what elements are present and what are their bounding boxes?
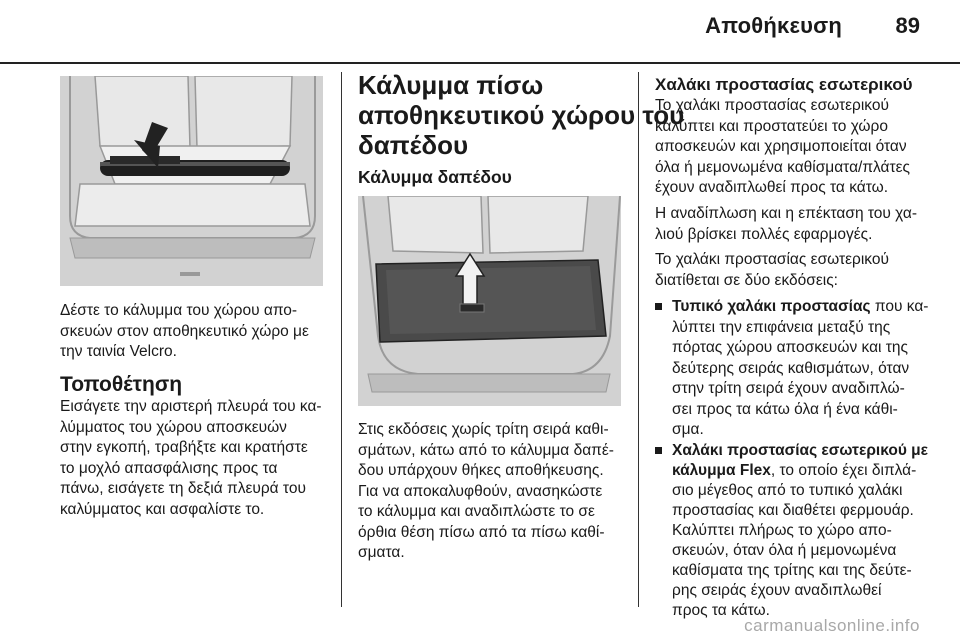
floor-text-line-4: Για να αποκαλυφθούν, ανασηκώστε	[358, 482, 603, 500]
floor-text-line-1: Στις εκδόσεις χωρίς τρίτη σειρά καθι-	[358, 421, 609, 438]
mat-heading: Χαλάκι προστασίας εσωτερικού	[655, 75, 913, 94]
floor-text-line-6: όρθια θέση πίσω από τα πίσω καθί-	[358, 523, 605, 541]
bullet-square-icon	[655, 447, 662, 454]
bullet2-line-9: προς τα κάτω.	[672, 602, 770, 619]
column-divider-2	[638, 72, 639, 607]
section-title: Αποθήκευση	[705, 13, 842, 38]
bullet2-line-4: προστασίας και διαθέτει φερμουάρ.	[672, 502, 914, 519]
installation-heading: Τοποθέτηση	[60, 373, 183, 396]
bullet-standard-mat	[672, 297, 928, 318]
bullet2-line-2	[672, 461, 916, 482]
mat-p3-line-1: Το χαλάκι προστασίας εσωτερικού	[655, 251, 889, 268]
header-rule	[0, 62, 960, 64]
bullet1-line-6: σει προς τα κάτω όλα ή ένα κάθι-	[672, 400, 898, 418]
trunk-illustration	[60, 76, 323, 286]
bullet1-first-rest: που κα-	[870, 298, 929, 315]
floor-cover-illustration	[358, 196, 621, 406]
floor-text-line-7: σματα.	[358, 544, 405, 561]
floor-cover-figure	[358, 196, 621, 406]
installation-line-2: λύμματος του χώρου αποσκευών	[60, 418, 287, 436]
bullet1-line-2: λύπτει την επιφάνεια μεταξύ της	[672, 318, 891, 336]
bullet2-line-6: σκευών, όταν όλα ή μεμονωμένα	[672, 542, 897, 559]
page-number: 89	[895, 13, 920, 38]
page-footer	[0, 608, 960, 642]
mat-p2-line-2: λιού βρίσκει πολλές εφαρμογές.	[655, 225, 873, 243]
installation-line-5: πάνω, εισάγετε τη δεξιά πλευρά του	[60, 480, 306, 497]
chapter-title-line-1: Κάλυμμα πίσω	[358, 70, 544, 100]
caption-line-3: την ταινία Velcro.	[60, 343, 177, 360]
bullet1-bold: Τυπικό χαλάκι προστασίας	[672, 298, 871, 315]
installation-line-6: καλύμματος και ασφαλίστε το.	[60, 500, 265, 518]
mat-p1-line-5: έχουν αναδιπλωθεί προς τα κάτω.	[655, 179, 889, 196]
bullet-square-icon	[655, 303, 662, 310]
page-header	[0, 0, 960, 62]
caption-line-1: Δέστε το κάλυμμα του χώρου απο-	[60, 302, 298, 319]
floor-cover-subheading: Κάλυμμα δαπέδου	[358, 167, 512, 187]
installation-line-1: Εισάγετε την αριστερή πλευρά του κα-	[60, 398, 322, 415]
trunk-cover-stowed-figure	[60, 76, 323, 286]
bullet2-bold-1: Χαλάκι προστασίας εσωτερικού με	[672, 442, 928, 459]
installation-line-4: το μοχλό απασφάλισης προς τα	[60, 459, 278, 477]
bullet2-line-8: ρης σειράς έχουν αναδιπλωθεί	[672, 582, 882, 599]
caption-line-2: σκευών στον αποθηκευτικό χώρο με	[60, 322, 309, 340]
floor-text-line-2: σμάτων, κάτω από το κάλυμμα δαπέ-	[358, 441, 614, 459]
installation-line-3: στην εγκοπή, τραβήξτε και κρατήστε	[60, 439, 308, 456]
mat-p1-line-2: καλύπτει και προστατεύει το χώρο	[655, 117, 888, 135]
bullet2-second-rest: , το οποίο έχει διπλά-	[770, 462, 917, 479]
bullet2-line-5: Καλύπτει πλήρως το χώρο απο-	[672, 522, 892, 539]
bullet1-line-3: πόρτας χώρου αποσκευών και της	[672, 339, 908, 356]
mat-p1-line-3: αποσκευών και χρησιμοποιείται όταν	[655, 138, 907, 155]
mat-p2-line-1: Η αναδίπλωση και η επέκταση του χα-	[655, 205, 918, 222]
mat-p1-line-1: Το χαλάκι προστασίας εσωτερικού	[655, 97, 889, 114]
bullet1-line-4: δεύτερης σειράς καθισμάτων, όταν	[672, 359, 910, 377]
column-divider-1	[341, 72, 342, 607]
bullet1-line-7: σμα.	[672, 421, 704, 438]
watermark-text: carmanualsonline.info	[744, 616, 920, 635]
floor-text-line-3: δου υπάρχουν θήκες αποθήκευσης.	[358, 462, 604, 479]
mat-p3-line-2: διατίθεται σε δύο εκδόσεις:	[655, 271, 838, 289]
bullet2-line-3: σιο μέγεθος από το τυπικό χαλάκι	[672, 482, 903, 499]
bullet1-line-5: στην τρίτη σειρά έχουν αναδιπλώ-	[672, 380, 905, 397]
floor-text-line-5: το κάλυμμα και αναδιπλώστε το σε	[358, 503, 595, 520]
bullet2-bold-2: κάλυμμα Flex	[672, 462, 771, 479]
chapter-title-line-2: αποθηκευτικού χώρου του	[358, 100, 685, 130]
mat-p1-line-4: όλα ή μεμονωμένα καθίσματα/πλάτες	[655, 158, 911, 176]
chapter-title-line-3: δαπέδου	[358, 130, 469, 160]
bullet-flex-mat	[672, 441, 928, 462]
bullet2-line-7: καθίσματα της τρίτης και της δεύτε-	[672, 562, 912, 579]
